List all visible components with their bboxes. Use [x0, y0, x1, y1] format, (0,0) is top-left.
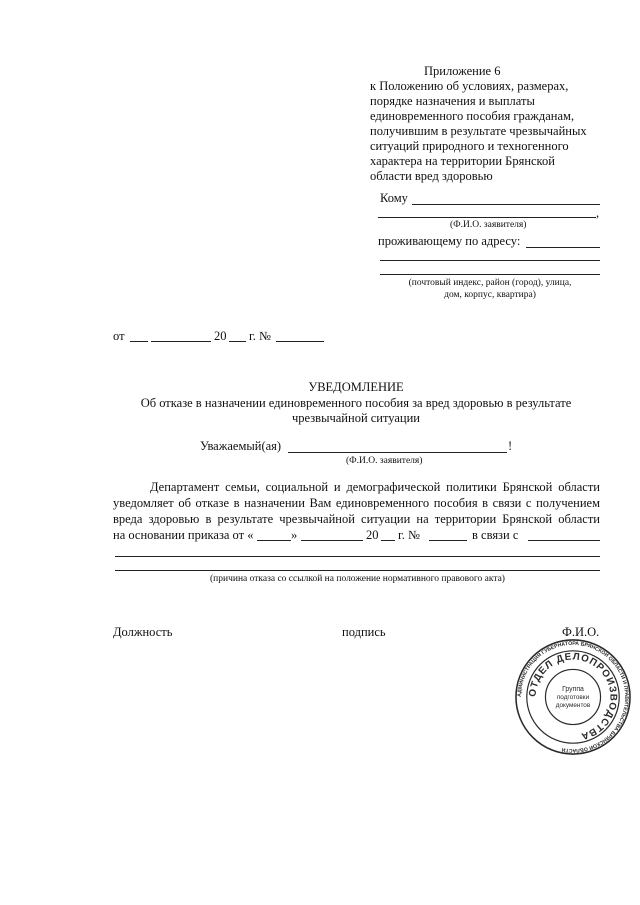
address-caption-2: дом, корпус, квартира) — [444, 290, 536, 300]
order-month-line — [301, 540, 363, 541]
signature-position: Должность — [113, 625, 173, 639]
appendix-description — [370, 79, 587, 184]
stamp-ring-text: ОТДЕЛ ДЕЛОПРОИЗВОДСТВА — [527, 651, 619, 742]
appendix-line: характера на территории Брянской — [370, 154, 555, 168]
address-fill-line-1 — [526, 247, 600, 248]
body-line-1: Департамент семьи, социальной и демографической политики Брянской области — [150, 480, 600, 494]
order-year-prefix: 20 — [366, 528, 379, 542]
signature-sign: подпись — [342, 625, 386, 639]
address-caption-1: (почтовый индекс, район (город), улица, — [408, 278, 572, 288]
date-day-line — [130, 341, 148, 342]
order-number-line — [429, 540, 467, 541]
stamp-outer-text: АДМИНИСТРАЦИЯ ГУБЕРНАТОРА БРЯНСКОЙ ОБЛАСТИ И ПРАВИТЕЛЬСТВА БРЯНСКОЙ ОБЛАСТИ — [516, 640, 630, 754]
stamp-center-line-1: Группа — [562, 686, 584, 694]
notice-subtitle-1: Об отказе в назначении единовременного пособия за вред здоровью в результате — [140, 396, 572, 410]
fio-comma: , — [596, 206, 600, 220]
stamp-center-line-2: подготовки — [556, 693, 590, 701]
reason-fill-line-2 — [115, 556, 600, 557]
stamp-center-line-3: документов — [555, 701, 591, 709]
body-line-2: уведомляет об отказе в назначении Вам единовременного пособия в связи с получением — [113, 496, 600, 510]
appendix-line: области вред здоровью — [370, 169, 493, 183]
date-number-line — [276, 341, 324, 342]
appendix-line: единовременного пособия гражданам, — [370, 109, 575, 123]
fio-fill-line — [378, 217, 596, 218]
greeting-label: Уважаемый(ая) — [200, 439, 282, 453]
order-number-label: г. № — [398, 528, 420, 542]
to-label: Кому — [380, 191, 408, 205]
reason-fill-line-1 — [528, 540, 600, 541]
body-line-4-reason: в связи с — [472, 528, 519, 542]
fio-caption: (Ф.И.О. заявителя) — [450, 220, 527, 230]
body-line-4-start: на основании приказа от « — [113, 528, 254, 542]
signature-fio: Ф.И.О. — [562, 625, 600, 639]
order-year-line — [381, 540, 395, 541]
date-number-label: г. № — [249, 329, 271, 343]
appendix-line: к Положению об условиях, размерах, — [370, 79, 569, 93]
to-fill-line — [412, 204, 600, 205]
date-from-label: от — [113, 329, 125, 343]
notice-title: УВЕДОМЛЕНИЕ — [308, 380, 404, 394]
address-fill-line-3 — [380, 274, 600, 275]
reason-fill-line-3 — [115, 570, 600, 571]
appendix-line: ситуаций природного и техногенного — [370, 139, 569, 153]
notice-subtitle-2: чрезвычайной ситуации — [292, 411, 420, 425]
body-line-3: вреда здоровью в результате чрезвычайной ситуации на территории Брянской области — [113, 512, 600, 526]
date-year-prefix: 20 — [214, 329, 227, 343]
appendix-line: порядке назначения и выплаты — [370, 94, 535, 108]
order-day-line — [257, 540, 291, 541]
date-month-line — [151, 341, 211, 342]
date-year-line — [229, 341, 246, 342]
address-fill-line-2 — [380, 260, 600, 261]
address-label: проживающему по адресу: — [378, 234, 521, 248]
greeting-caption: (Ф.И.О. заявителя) — [346, 456, 423, 466]
greeting-fill-line — [288, 452, 507, 453]
appendix-title: Приложение 6 — [424, 64, 501, 78]
body-line-4-quote: » — [291, 528, 298, 542]
appendix-line: получившим в результате чрезвычайных — [370, 124, 587, 138]
department-stamp — [514, 638, 632, 756]
reason-caption: (причина отказа со ссылкой на положение нормативного правового акта) — [210, 574, 505, 584]
greeting-exclamation: ! — [508, 439, 513, 453]
